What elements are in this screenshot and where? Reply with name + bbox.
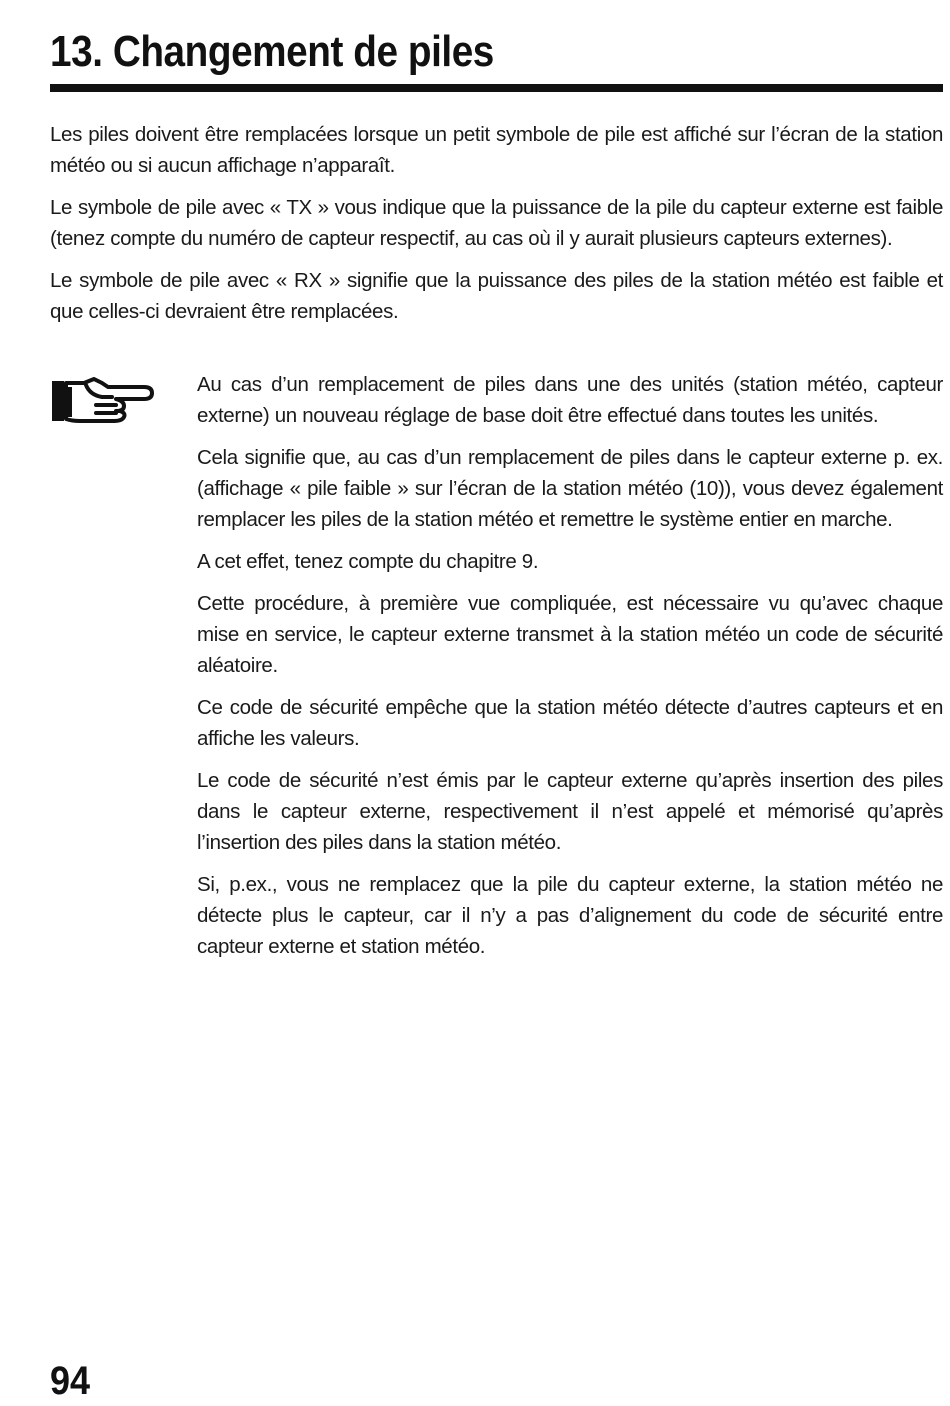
pointing-hand-icon: [50, 375, 154, 425]
title-rule: [50, 84, 943, 92]
note-paragraph-5: Ce code de sécurité empêche que la station météo détecte d’autres capteurs et en affiche les valeurs.: [197, 696, 943, 750]
page-title: 13. Changement de piles: [50, 27, 494, 76]
note-paragraph-6: Le code de sécurité n’est émis par le capteur externe qu’après insertion des piles dans le capteur externe, respectivement il n’est appelé et mémorisé qu’après l’insertion des piles dans la station météo.: [197, 769, 943, 854]
intro-paragraph-2: Le symbole de pile avec « TX » vous indique que la puissance de la pile du capteur externe est faible (tenez compte du numéro de capteur respectif, au cas où il y aurait plusieurs capteurs externes).: [50, 196, 943, 250]
intro-paragraph-1: Les piles doivent être remplacées lorsque un petit symbole de pile est affiché sur l’écran de la station météo ou si aucun affichage n’apparaît.: [50, 123, 943, 177]
note-text: [197, 369, 943, 973]
main-text: [50, 119, 943, 338]
note-paragraph-3: A cet effet, tenez compte du chapitre 9.: [197, 550, 539, 573]
note-paragraph-4: Cette procédure, à première vue compliquée, est nécessaire vu qu’avec chaque mise en service, le capteur externe transmet à la station météo un code de sécurité aléatoire.: [197, 592, 943, 677]
note-paragraph-7: Si, p.ex., vous ne remplacez que la pile du capteur externe, la station météo ne détecte plus le capteur, car il n’y a pas d’alignement du code de sécurité entre capteur externe et station météo.: [197, 873, 943, 958]
page-number: 94: [50, 1359, 91, 1403]
note-paragraph-2: Cela signifie que, au cas d’un remplacement de piles dans le capteur externe p. ex. (affichage « pile faible » sur l’écran de la station météo (10)), vous devez également remplacer les piles de la station météo et remettre le système entier en marche.: [197, 446, 943, 531]
intro-paragraph-3: Le symbole de pile avec « RX » signifie que la puissance des piles de la station météo est faible et que celles-ci devraient être remplacées.: [50, 269, 943, 323]
note-paragraph-1: Au cas d’un remplacement de piles dans une des unités (station météo, capteur externe) un nouveau réglage de base doit être effectué dans toutes les unités.: [197, 373, 943, 427]
